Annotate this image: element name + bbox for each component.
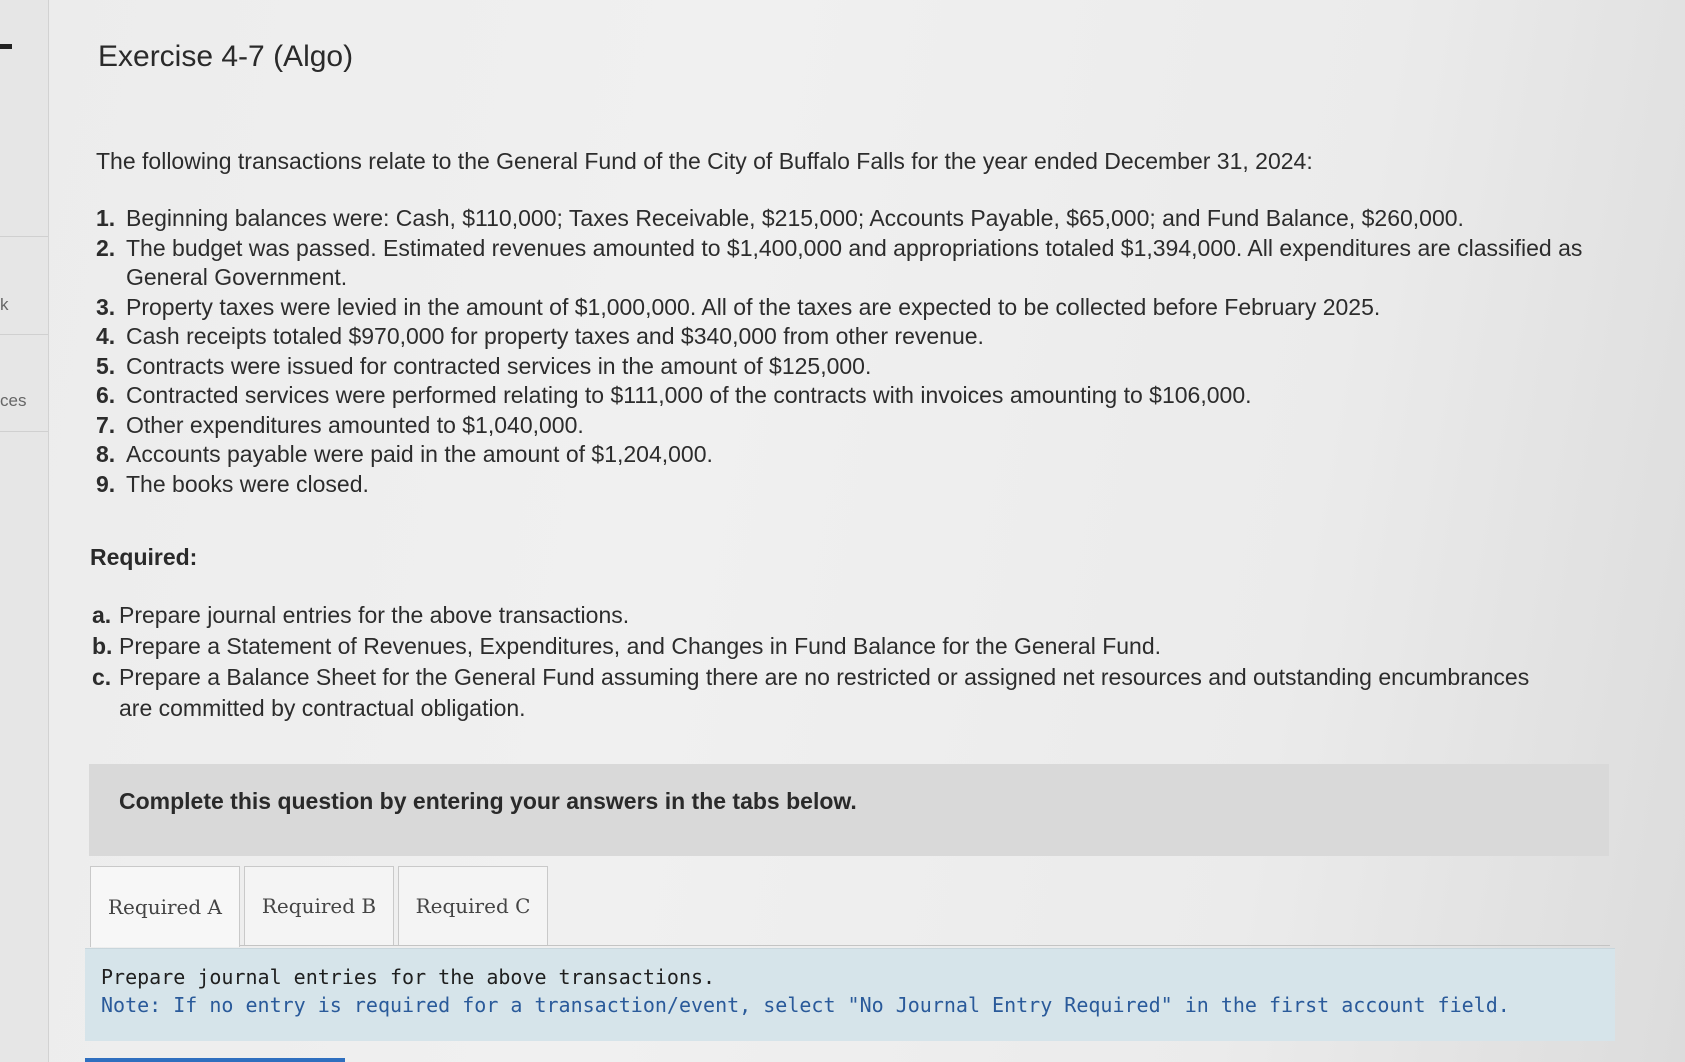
item-text: Prepare journal entries for the above transactions. (119, 602, 630, 628)
tab-required-b[interactable]: Required B (244, 866, 394, 946)
item-text: Contracts were issued for contracted services in the amount of $125,000. (126, 352, 872, 379)
item-number: 7. (96, 411, 116, 438)
list-item (96, 440, 1606, 470)
instruction-bar (89, 764, 1609, 856)
instruction-text: Complete this question by entering your answers in the tabs below. (119, 788, 857, 814)
sidebar-item-partial-1[interactable] (0, 236, 48, 333)
transaction-list (96, 204, 1606, 499)
item-letter: b. (92, 633, 113, 659)
partial-button-edge[interactable] (85, 1058, 345, 1062)
item-letter: a. (92, 602, 112, 628)
tab-content-panel (85, 948, 1615, 1041)
tab-required-c[interactable]: Required C (398, 866, 548, 946)
item-number: 5. (96, 352, 116, 379)
panel-note: Note: If no entry is required for a transaction/event, select "No Journal Entry Required" in the first account field. (101, 993, 1510, 1017)
item-text: The books were closed. (126, 470, 369, 497)
item-number: 1. (96, 205, 116, 231)
exercise-title: Exercise 4-7 (Algo) (98, 40, 354, 73)
required-heading: Required: (90, 544, 198, 570)
sidebar-item-label: ces (0, 391, 27, 410)
sidebar-marker (0, 44, 12, 49)
sidebar-item-label: k (0, 295, 9, 314)
required-list (92, 600, 1532, 724)
item-letter: c. (92, 664, 112, 690)
list-item (96, 293, 1606, 323)
item-text: The budget was passed. Estimated revenues amounted to $1,400,000 and appropriations totaled $1,394,000. All expenditures are classified as General Government. (126, 234, 1583, 290)
list-item (96, 322, 1606, 352)
item-number: 9. (96, 470, 116, 497)
item-text: Beginning balances were: Cash, $110,000; Taxes Receivable, $215,000; Accounts Payable, $65,000; and Fund Balance, $260,000. (126, 205, 1464, 231)
item-number: 6. (96, 382, 116, 408)
list-item (96, 204, 1606, 234)
item-text: Prepare a Statement of Revenues, Expenditures, and Changes in Fund Balance for the General Fund. (119, 633, 1162, 659)
left-sidebar (0, 0, 49, 1062)
item-number: 3. (96, 293, 116, 320)
item-number: 8. (96, 441, 116, 467)
list-item (92, 600, 1532, 631)
item-text: Prepare a Balance Sheet for the General Fund assuming there are no restricted or assigned net resources and outstanding encumbrances are committed by contractual obligation. (119, 664, 1530, 721)
tab-required-a[interactable]: Required A (90, 866, 240, 947)
item-text: Other expenditures amounted to $1,040,000. (126, 411, 584, 438)
panel-instruction: Prepare journal entries for the above transactions. (101, 965, 716, 989)
exercise-intro: The following transactions relate to the General Fund of the City of Buffalo Falls for the year ended December 31, 2024: (96, 148, 1313, 174)
tab-divider (240, 945, 1610, 946)
list-item (96, 352, 1606, 382)
item-text: Cash receipts totaled $970,000 for property taxes and $340,000 from other revenue. (126, 323, 984, 349)
list-item (96, 470, 1606, 500)
item-number: 4. (96, 323, 116, 349)
item-text: Accounts payable were paid in the amount of $1,204,000. (126, 441, 713, 467)
sidebar-item-partial-2[interactable] (0, 334, 48, 432)
list-item (96, 411, 1606, 441)
item-text: Property taxes were levied in the amount of $1,000,000. All of the taxes are expected to be collected before February 2025. (126, 293, 1381, 320)
list-item (96, 234, 1606, 293)
item-number: 2. (96, 234, 116, 261)
item-text: Contracted services were performed relating to $111,000 of the contracts with invoices amounting to $106,000. (126, 382, 1252, 408)
list-item (96, 381, 1606, 411)
list-item (92, 631, 1532, 662)
list-item (92, 662, 1532, 724)
